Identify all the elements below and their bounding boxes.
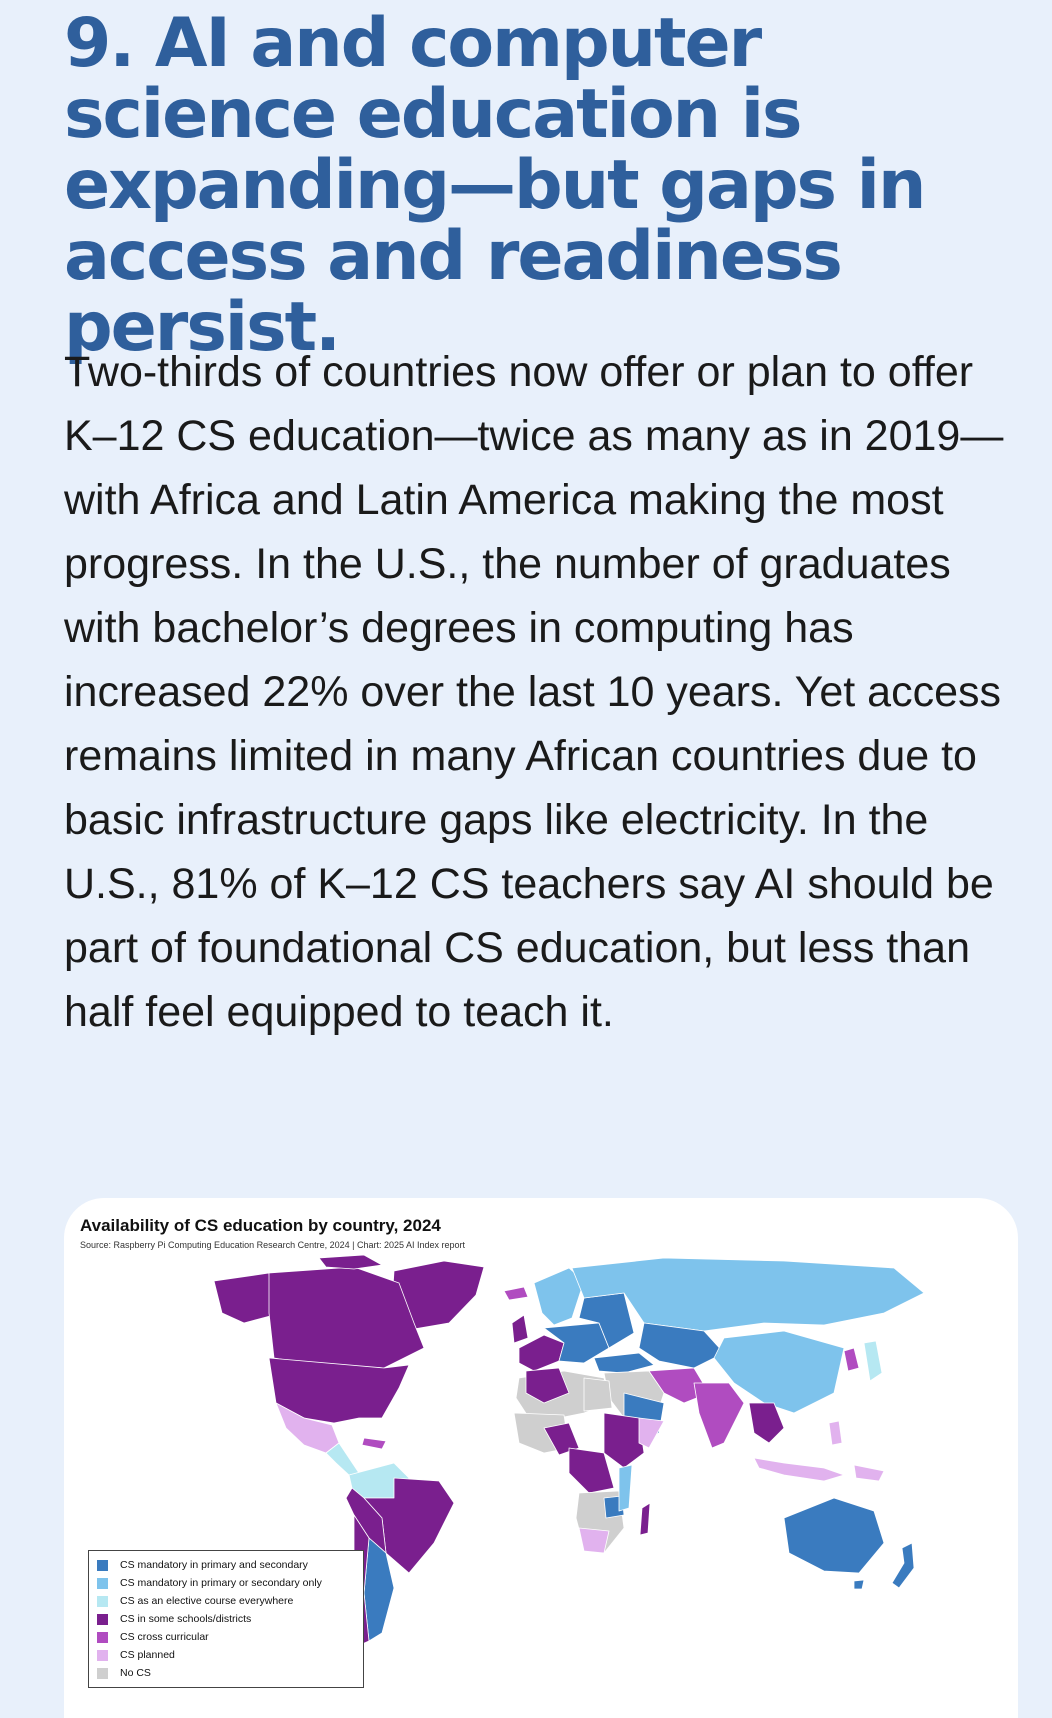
legend-label: CS mandatory in primary or secondary only <box>120 1577 322 1589</box>
south-africa <box>579 1528 609 1553</box>
legend-label: No CS <box>120 1667 151 1679</box>
india <box>694 1383 744 1448</box>
alaska <box>214 1273 274 1323</box>
legend-label: CS as an elective course everywhere <box>120 1595 294 1607</box>
legend-item <box>97 1664 355 1682</box>
legend-label: CS mandatory in primary and secondary <box>120 1559 308 1571</box>
indonesia <box>754 1458 844 1481</box>
legend-item <box>97 1646 355 1664</box>
australia <box>784 1498 884 1573</box>
east-africa <box>604 1413 644 1468</box>
legend-swatch <box>97 1632 108 1643</box>
korea <box>844 1348 859 1371</box>
japan <box>864 1341 882 1381</box>
legend-label: CS in some schools/districts <box>120 1613 252 1625</box>
tasmania <box>854 1580 864 1589</box>
madagascar <box>640 1503 650 1535</box>
turkey <box>594 1353 654 1373</box>
legend-item <box>97 1556 355 1574</box>
western-europe <box>519 1335 564 1371</box>
legend-swatch <box>97 1560 108 1571</box>
iceland <box>504 1287 528 1300</box>
map-source: Source: Raspberry Pi Computing Education Research Centre, 2024 | Chart: 2025 AI Index report <box>80 1240 466 1250</box>
legend-item <box>97 1628 355 1646</box>
legend-item <box>97 1592 355 1610</box>
legend-swatch <box>97 1596 108 1607</box>
southeast-asia <box>749 1403 784 1443</box>
headline: 9. AI and computer science education is expanding—but gaps in access and readiness persist. <box>64 4 925 367</box>
canada-islands <box>319 1255 382 1269</box>
map-legend <box>88 1550 364 1688</box>
legend-label: CS cross curricular <box>120 1631 209 1643</box>
horn-of-africa <box>639 1418 664 1448</box>
legend-label: CS planned <box>120 1649 175 1661</box>
body-paragraph: Two-thirds of countries now offer or plan to offer K–12 CS education—twice as many as in 2019—with Africa and Latin America making the most progress. In the U.S., the number of graduates with bachelor’s degrees in computing has increased 22% over the last 10 years. Yet access remains limited in many African countries due to basic infrastructure gaps like electricity. In the U.S., 81% of K–12 CS teachers say AI should be part of foundational CS education, but less than half feel equipped to teach it. <box>64 348 1004 1036</box>
legend-item <box>97 1610 355 1628</box>
legend-swatch <box>97 1650 108 1661</box>
papua <box>854 1465 884 1481</box>
legend-swatch <box>97 1578 108 1589</box>
caribbean <box>362 1438 386 1449</box>
legend-swatch <box>97 1668 108 1679</box>
legend-item <box>97 1574 355 1592</box>
egypt <box>584 1378 612 1411</box>
new-zealand <box>892 1543 914 1588</box>
legend-swatch <box>97 1614 108 1625</box>
uk <box>512 1315 528 1343</box>
map-title: Availability of CS education by country, 2024 <box>80 1216 441 1235</box>
mozambique <box>619 1465 632 1511</box>
map-card <box>64 1198 1018 1718</box>
philippines <box>829 1421 842 1445</box>
